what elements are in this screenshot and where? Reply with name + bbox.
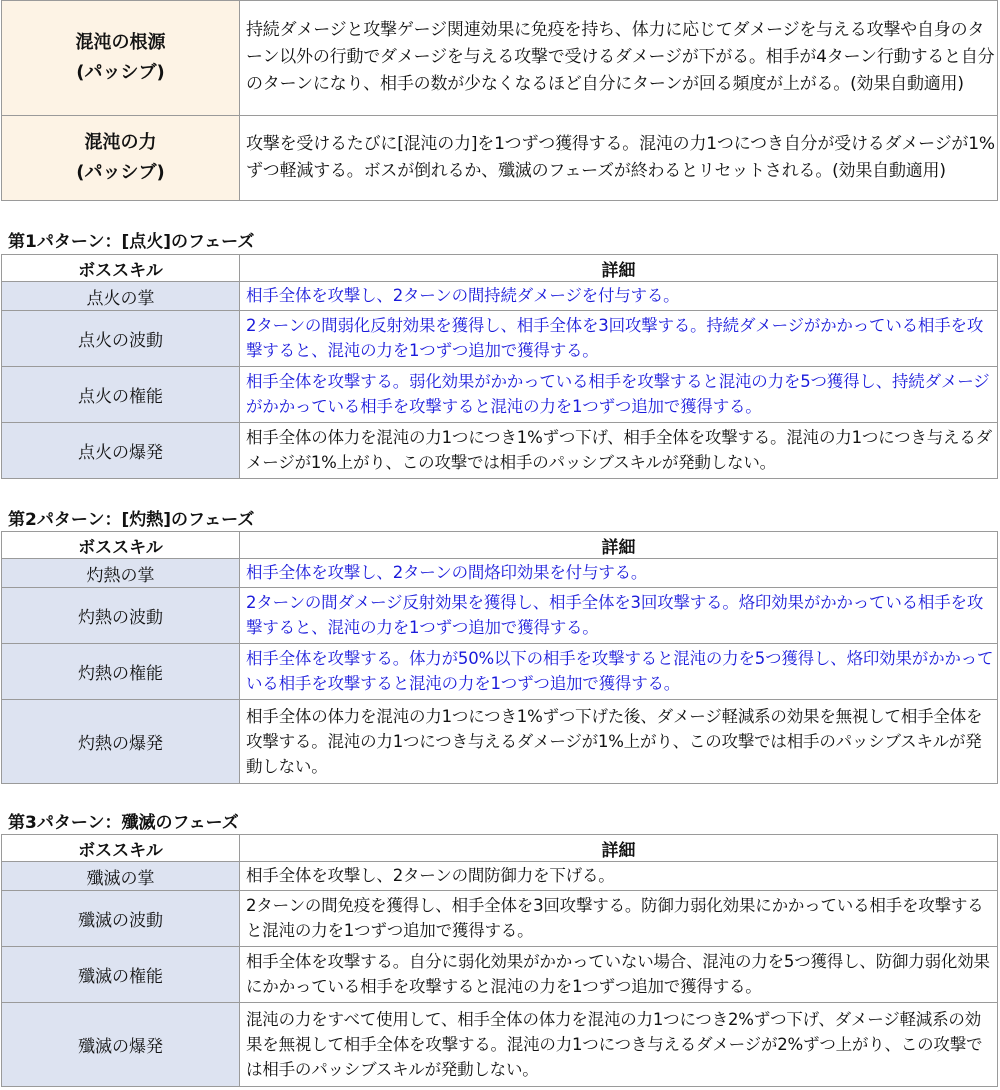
skill-name: 点火の権能 [2,367,240,423]
skill-table [1,834,998,1087]
skill-name: 灼熱の爆発 [2,700,240,784]
passive-row [2,1,998,116]
passive-row [2,116,998,201]
table-row [2,947,998,1003]
skill-detail: 2ターンの間免疫を獲得し、相手全体を3回攻撃する。防御力弱化効果にかかっている相手を攻撃すると混沌の力を1つずつ追加で獲得する。 [240,891,998,947]
skill-name: 点火の爆発 [2,423,240,479]
passive-detail: 攻撃を受けるたびに[混沌の力]を1つずつ獲得する。混沌の力1つにつき自分が受けるダメージが1%ずつ軽減する。ボスが倒れるか、殲滅のフェーズが終わるとリセットされる。(効果自動適用) [240,116,998,201]
skill-detail: 相手全体の体力を混沌の力1つにつき1%ずつ下げた後、ダメージ軽減系の効果を無視して相手全体を攻撃する。混沌の力1つにつき与えるダメージが1%上がり、この攻撃では相手のパッシブスキルが発動しない。 [240,700,998,784]
skill-detail: 相手全体を攻撃する。弱化効果がかかっている相手を攻撃すると混沌の力を5つ獲得し、持続ダメージがかかっている相手を攻撃すると混沌の力を1つずつ追加で獲得する。 [240,367,998,423]
table-row [2,423,998,479]
passive-type: (パッシブ) [76,62,165,83]
table-row [2,700,998,784]
header-detail: 詳細 [240,255,998,282]
header-skill: ボススキル [2,255,240,282]
skill-detail: 相手全体を攻撃し、2ターンの間烙印効果を付与する。 [240,559,998,588]
skill-name: 殲滅の爆発 [2,1003,240,1087]
section-title: 第1パターン：[点火]のフェーズ [8,232,255,252]
header-skill: ボススキル [2,532,240,559]
skill-name: 点火の掌 [2,282,240,311]
passive-detail: 持続ダメージと攻撃ゲージ関連効果に免疫を持ち、体力に応じてダメージを与える攻撃や自身のターン以外の行動でダメージを与える攻撃で受けるダメージが下がる。相手が4ターン行動すると自分のターンになり、相手の数が少なくなるほど自分にターンが回る頻度が上がる。(効果自動適用) [240,1,998,116]
passive-table [1,0,998,201]
table-header [2,255,998,282]
skill-detail: 相手全体を攻撃する。体力が50%以下の相手を攻撃すると混沌の力を5つ獲得し、烙印効果がかかっている相手を攻撃すると混沌の力を1つずつ追加で獲得する。 [240,644,998,700]
skill-table [1,531,998,784]
skill-name: 殲滅の権能 [2,947,240,1003]
passive-name: 混沌の力 [84,132,157,153]
skill-detail: 相手全体を攻撃する。自分に弱化効果がかかっていない場合、混沌の力を5つ獲得し、防御力弱化効果にかかっている相手を攻撃すると混沌の力を1つずつ追加で獲得する。 [240,947,998,1003]
header-detail: 詳細 [240,835,998,862]
skill-detail: 相手全体を攻撃し、2ターンの間防御力を下げる。 [240,862,998,891]
skill-name: 殲滅の掌 [2,862,240,891]
table-row [2,891,998,947]
skill-name: 灼熱の波動 [2,588,240,644]
skill-detail: 2ターンの間弱化反射効果を獲得し、相手全体を3回攻撃する。持続ダメージがかかっている相手を攻撃すると、混沌の力を1つずつ追加で獲得する。 [240,311,998,367]
table-row [2,282,998,311]
header-detail: 詳細 [240,532,998,559]
passive-name-cell [2,116,240,201]
table-row [2,862,998,891]
skill-table [1,254,998,479]
table-row [2,1003,998,1087]
table-row [2,559,998,588]
skill-detail: 相手全体の体力を混沌の力1つにつき1%ずつ下げ、相手全体を攻撃する。混沌の力1つにつき与えるダメージが1%上がり、この攻撃では相手のパッシブスキルが発動しない。 [240,423,998,479]
table-row [2,588,998,644]
table-row [2,367,998,423]
table-row [2,311,998,367]
table-header [2,532,998,559]
skill-detail: 相手全体を攻撃し、2ターンの間持続ダメージを付与する。 [240,282,998,311]
skill-name: 点火の波動 [2,311,240,367]
passive-type: (パッシブ) [76,162,165,183]
passive-name-cell [2,1,240,116]
skill-name: 殲滅の波動 [2,891,240,947]
skill-detail: 2ターンの間ダメージ反射効果を獲得し、相手全体を3回攻撃する。烙印効果がかかっている相手を攻撃すると、混沌の力を1つずつ追加で獲得する。 [240,588,998,644]
section-title: 第3パターン：殲滅のフェーズ [8,813,239,833]
header-skill: ボススキル [2,835,240,862]
table-header [2,835,998,862]
skill-name: 灼熱の掌 [2,559,240,588]
skill-detail: 混沌の力をすべて使用して、相手全体の体力を混沌の力1つにつき2%ずつ下げ、ダメージ軽減系の効果を無視して相手全体を攻撃する。混沌の力1つにつき与えるダメージが2%ずつ上がり、この攻撃では相手のパッシブスキルが発動しない。 [240,1003,998,1087]
table-row [2,644,998,700]
skill-name: 灼熱の権能 [2,644,240,700]
passive-name: 混沌の根源 [75,32,166,53]
section-title: 第2パターン：[灼熱]のフェーズ [8,510,255,530]
